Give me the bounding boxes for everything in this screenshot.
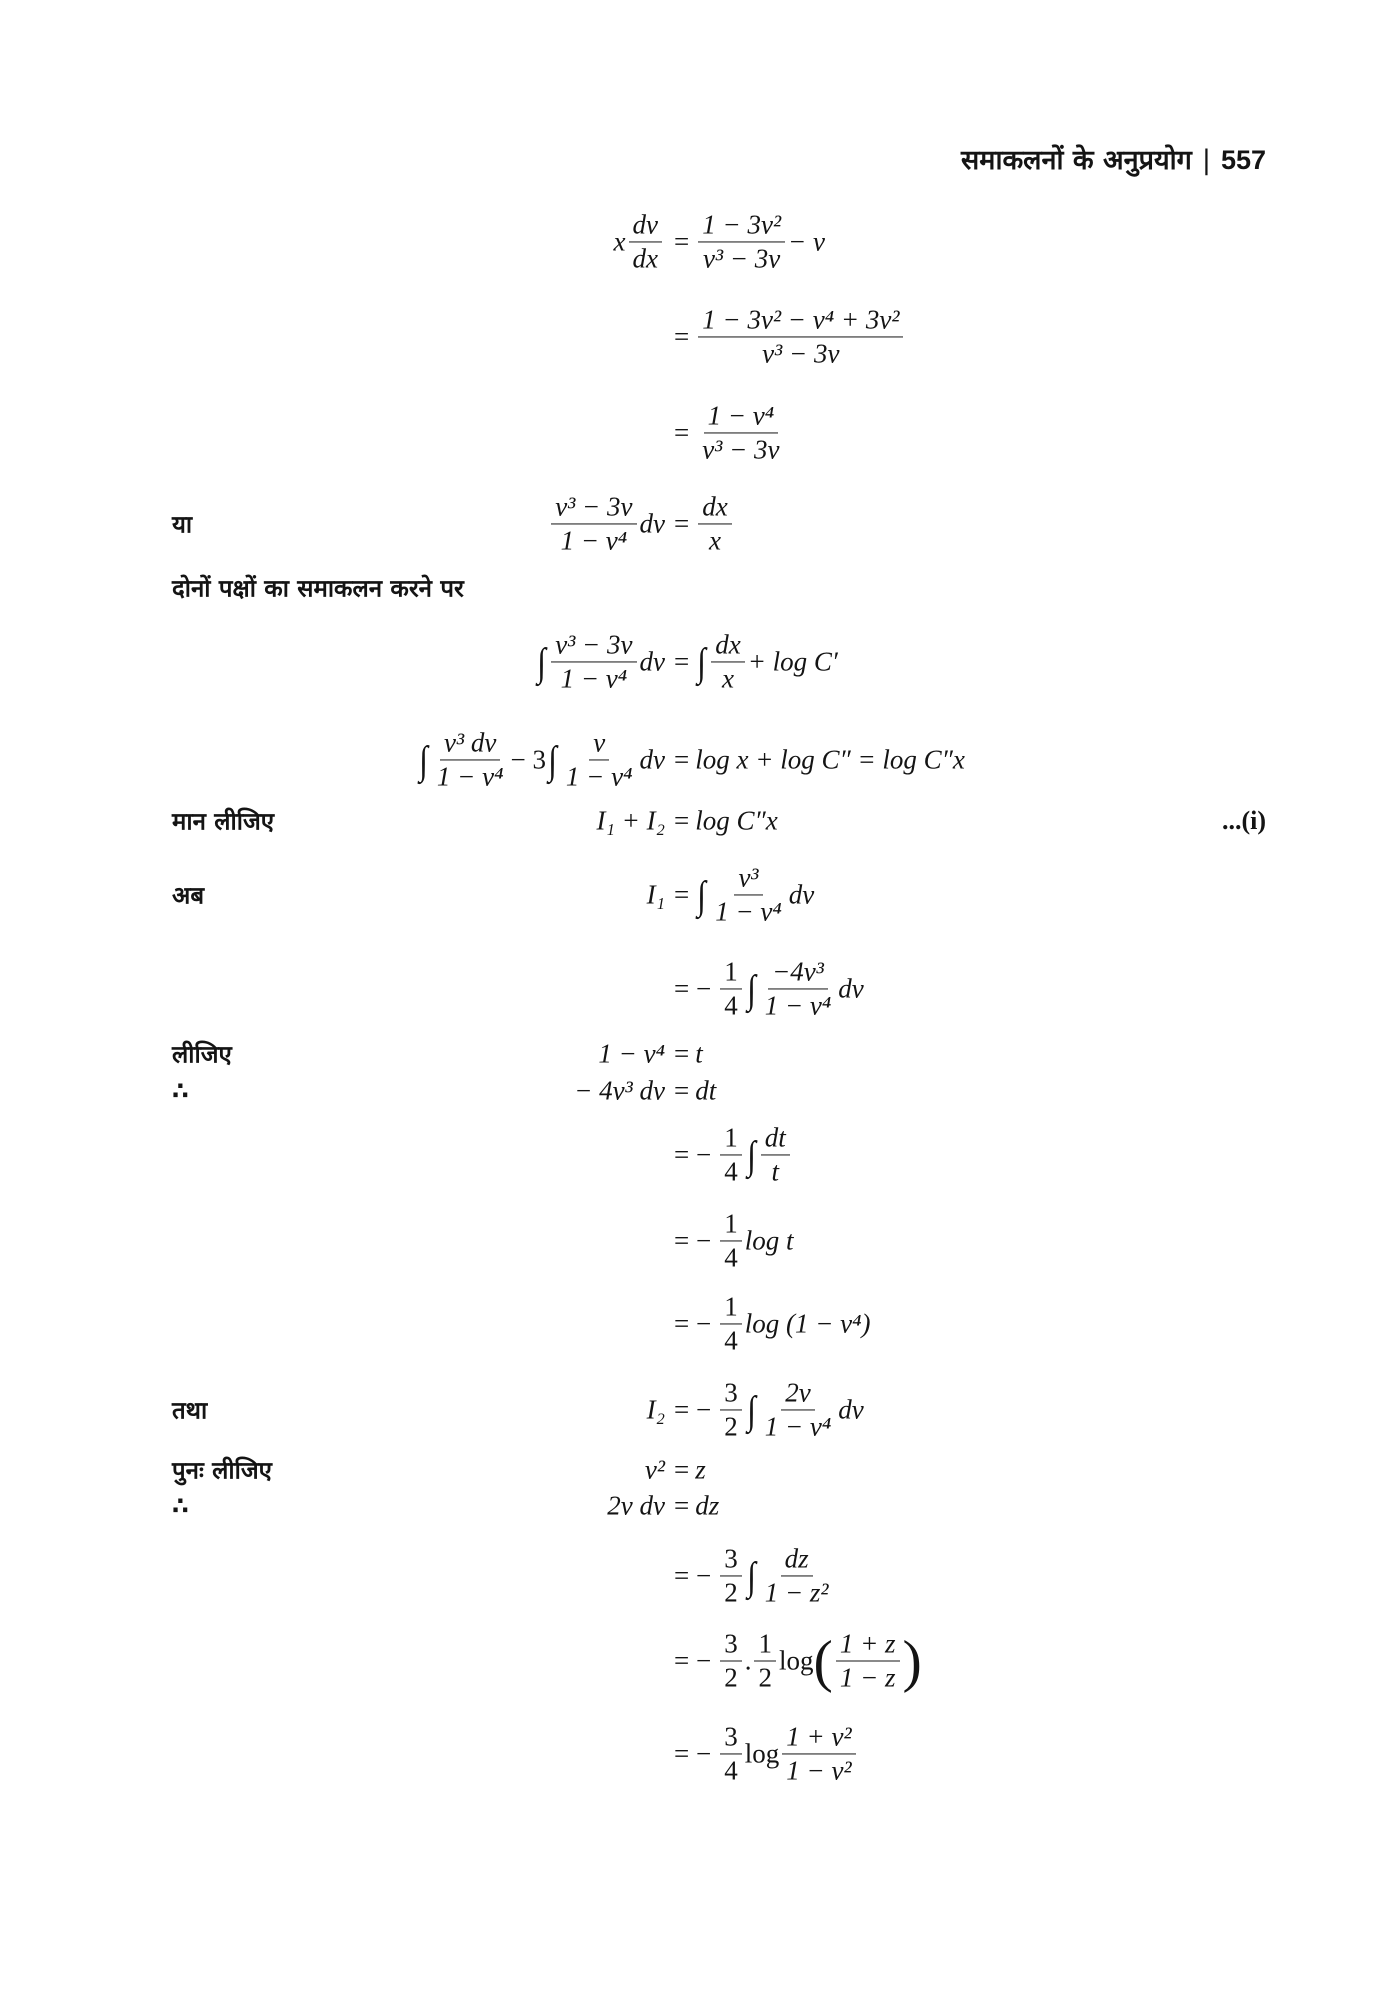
equation-rhs — [668, 1543, 836, 1608]
math-term: v² — [644, 1454, 665, 1485]
math-term: t — [695, 1038, 703, 1069]
numerator: dz — [781, 1543, 813, 1576]
equation-rhs — [668, 1377, 864, 1442]
numerator: 1 — [720, 956, 742, 989]
equation-row — [0, 1120, 1400, 1190]
math-term: − 3 — [510, 744, 546, 775]
denominator: v³ − 3v — [762, 338, 840, 369]
numerator: 3 — [720, 1721, 742, 1754]
text-row — [0, 553, 1400, 623]
math-term: 1 − v⁴ — [598, 1038, 665, 1069]
math-term: dv — [838, 973, 864, 1004]
equation-lhs — [607, 1491, 665, 1522]
integral-sign: ∫ — [746, 966, 756, 1012]
log-function: log — [744, 1738, 780, 1769]
equation-lhs — [647, 880, 665, 911]
equation-rhs — [668, 745, 965, 776]
integral-sign: ∫ — [697, 872, 707, 918]
math-term: log (1 − v⁴) — [744, 1308, 871, 1339]
numerator: 1 − v⁴ — [704, 400, 779, 433]
denominator: 1 − z² — [764, 1577, 829, 1608]
math-term: dz — [695, 1490, 720, 1521]
numerator: v³ − 3v — [551, 491, 636, 524]
math-term: 2v dv — [607, 1490, 665, 1521]
fraction — [629, 209, 662, 274]
denominator: dx — [632, 243, 658, 274]
fraction — [551, 491, 636, 556]
fraction — [754, 1628, 776, 1693]
denominator: 2 — [724, 1662, 738, 1693]
integral-sign: ∫ — [746, 1387, 756, 1433]
fraction — [761, 956, 836, 1021]
denominator: 2 — [724, 1577, 738, 1608]
math-term: z — [695, 1454, 706, 1485]
equals-sign: = — [674, 508, 690, 539]
fraction — [698, 491, 731, 556]
equation-row — [0, 1541, 1400, 1611]
denominator: 1 − v⁴ — [715, 896, 782, 927]
integral-sign: ∫ — [746, 1553, 756, 1599]
label-lijiye: लीजिए — [172, 1040, 232, 1069]
math-term: − 4v³ dv — [574, 1075, 665, 1106]
equation-row — [0, 1471, 1400, 1541]
equation-rhs — [668, 1491, 719, 1522]
equation-rhs — [668, 956, 864, 1021]
denominator: v³ − 3v — [702, 243, 781, 274]
equals-sign: = — [674, 805, 690, 836]
integral-sign: ∫ — [548, 737, 557, 783]
math-term: I₂ — [646, 1394, 665, 1425]
numerator: dt — [761, 1122, 790, 1155]
equation-row — [0, 398, 1400, 468]
fraction — [720, 1208, 742, 1273]
fraction — [698, 304, 903, 369]
equation-rhs — [668, 1721, 859, 1786]
fraction — [720, 1543, 742, 1608]
integral-sign: ∫ — [537, 639, 547, 685]
equals-minus: = − — [674, 973, 712, 1004]
numerator: 1 − 3v² − v⁴ + 3v² — [698, 304, 903, 337]
integral-sign: ∫ — [419, 737, 428, 783]
equation-rhs — [668, 491, 735, 556]
numerator: v³ — [734, 862, 762, 895]
equation-rhs — [668, 1208, 793, 1273]
integral-sign: ∫ — [746, 1132, 756, 1178]
denominator: 1 − v⁴ — [560, 525, 628, 556]
label-maan-lijiye: मान लीजिए — [172, 807, 275, 836]
fraction — [720, 1122, 742, 1187]
math-term: − v — [788, 226, 826, 257]
equation-row — [0, 207, 1400, 277]
equals-minus: = − — [674, 1394, 712, 1425]
numerator: 1 — [720, 1122, 742, 1155]
running-header — [961, 140, 1266, 177]
denominator: t — [771, 1156, 779, 1187]
equation-lhs — [647, 1395, 665, 1426]
log-function: log — [778, 1645, 814, 1676]
label-ya: या — [172, 510, 193, 539]
math-term: I₁ + I₂ — [596, 805, 665, 836]
equals-sign: = — [674, 1075, 690, 1106]
fraction — [711, 862, 786, 927]
denominator: 4 — [724, 990, 738, 1021]
equation-row — [0, 1626, 1400, 1696]
math-term: dv — [838, 1394, 864, 1425]
equation-rhs — [668, 209, 825, 274]
denominator: 1 − v² — [786, 1755, 852, 1786]
numerator: 2v — [781, 1377, 814, 1410]
equation-lhs — [614, 209, 665, 274]
denominator: v³ − 3v — [702, 434, 780, 465]
page-number: 557 — [1220, 145, 1266, 175]
fraction — [761, 1377, 836, 1442]
numerator: 3 — [720, 1543, 742, 1576]
numerator: 1 + v² — [782, 1721, 855, 1754]
numerator: −4v³ — [768, 956, 828, 989]
equation-number: ...(i) — [1221, 806, 1266, 835]
label-punah-lijiye: पुनः लीजिए — [172, 1456, 272, 1485]
equals-minus: = − — [674, 1645, 712, 1676]
label-tatha: तथा — [172, 1396, 208, 1425]
equals-sign: = — [674, 744, 690, 775]
numerator: 1 — [720, 1208, 742, 1241]
chapter-title: समाकलनों के अनुप्रयोग — [961, 145, 1192, 176]
therefore-symbol: ∴ — [172, 1492, 189, 1520]
equals-sign: = — [674, 321, 690, 352]
denominator: x — [721, 663, 734, 694]
equation-lhs — [535, 629, 665, 694]
fraction — [720, 1291, 742, 1356]
equation-rhs — [668, 1291, 871, 1356]
math-term: I₁ — [646, 879, 665, 910]
equation-row — [0, 786, 1400, 856]
equation-rhs — [668, 806, 778, 837]
equals-sign: = — [674, 1454, 690, 1485]
equation-lhs — [597, 806, 665, 837]
numerator: dx — [698, 491, 731, 524]
fraction — [761, 1543, 833, 1608]
equation-row — [0, 725, 1400, 795]
numerator: dx — [711, 629, 744, 662]
equals-minus: = − — [674, 1560, 712, 1591]
numerator: v — [589, 727, 609, 760]
math-term: dv — [639, 508, 665, 539]
equation-row — [0, 1719, 1400, 1789]
dot-operator: . — [744, 1645, 752, 1676]
denominator: x — [708, 525, 721, 556]
denominator: 2 — [724, 1411, 738, 1442]
numerator: v³ − 3v — [551, 629, 636, 662]
numerator: 3 — [720, 1628, 742, 1661]
numerator: 1 − 3v² — [698, 209, 785, 242]
math-term: + log C′ — [747, 646, 838, 677]
equation-lhs — [548, 491, 665, 556]
math-term: dv — [639, 744, 665, 775]
equals-sign: = — [674, 879, 690, 910]
denominator: 4 — [724, 1242, 738, 1273]
equation-rhs — [668, 1076, 716, 1107]
equation-rhs — [668, 1628, 922, 1695]
therefore-symbol: ∴ — [172, 1077, 189, 1105]
denominator: 1 − v⁴ — [560, 663, 628, 694]
equation-rhs — [668, 629, 838, 694]
equals-sign: = — [674, 1490, 690, 1521]
fraction — [720, 1377, 742, 1442]
equation-lhs — [574, 1076, 665, 1107]
equals-minus: = − — [674, 1225, 712, 1256]
right-paren: ) — [902, 1628, 922, 1694]
fraction — [711, 629, 744, 694]
numerator: v³ dv — [440, 727, 500, 760]
denominator: 1 − v⁴ — [764, 1411, 832, 1442]
numerator: 1 — [754, 1628, 776, 1661]
fraction — [698, 209, 785, 274]
denominator: 1 − z — [839, 1662, 896, 1693]
math-term: log C″x — [695, 805, 778, 836]
equation-rhs — [668, 862, 814, 927]
math-term: dv — [639, 646, 665, 677]
equation-row — [0, 627, 1400, 697]
numerator: 1 — [720, 1291, 742, 1324]
denominator: 1 − v⁴ — [436, 761, 504, 792]
fraction — [720, 1628, 742, 1693]
equation-rhs — [668, 400, 787, 465]
equation-row — [0, 1206, 1400, 1276]
numerator: dv — [629, 209, 662, 242]
fraction — [782, 1721, 855, 1786]
equals-sign: = — [674, 226, 690, 257]
equation-row — [0, 302, 1400, 372]
equation-rhs — [668, 1122, 793, 1187]
equation-row — [0, 954, 1400, 1024]
equation-row — [0, 1289, 1400, 1359]
equals-minus: = − — [674, 1738, 712, 1769]
label-ab: अब — [172, 881, 205, 910]
fraction — [761, 1122, 790, 1187]
fraction — [720, 1721, 742, 1786]
equals-sign: = — [674, 646, 690, 677]
denominator: 4 — [724, 1325, 738, 1356]
equation-lhs — [417, 727, 665, 792]
equation-row — [0, 860, 1400, 930]
left-paren: ( — [813, 1628, 833, 1694]
equation-row — [0, 489, 1400, 559]
math-term: log x + log C″ = log C″x — [695, 744, 965, 775]
fraction — [551, 629, 636, 694]
equals-sign: = — [674, 417, 690, 448]
fraction — [433, 727, 508, 792]
fraction — [562, 727, 637, 792]
denominator: 4 — [724, 1755, 738, 1786]
fraction — [720, 956, 742, 1021]
denominator: 1 − v⁴ — [565, 761, 633, 792]
equation-rhs — [668, 304, 906, 369]
denominator: 1 − v⁴ — [764, 990, 832, 1021]
denominator: 2 — [758, 1662, 772, 1693]
numerator: 1 + z — [836, 1628, 900, 1661]
equals-minus: = − — [674, 1139, 712, 1170]
label-integrate-both-sides: दोनों पक्षों का समाकलन करने पर — [172, 574, 464, 603]
header-separator: | — [1201, 145, 1211, 176]
fraction — [698, 400, 783, 465]
fraction — [836, 1628, 900, 1693]
denominator: 4 — [724, 1156, 738, 1187]
math-term: dt — [695, 1075, 717, 1106]
math-term: x — [613, 226, 626, 257]
integral-sign: ∫ — [697, 639, 707, 685]
numerator: 3 — [720, 1377, 742, 1410]
math-term: log t — [744, 1225, 794, 1256]
equals-minus: = − — [674, 1308, 712, 1339]
math-term: dv — [788, 879, 815, 910]
equation-row — [0, 1056, 1400, 1126]
equals-sign: = — [674, 1038, 690, 1069]
